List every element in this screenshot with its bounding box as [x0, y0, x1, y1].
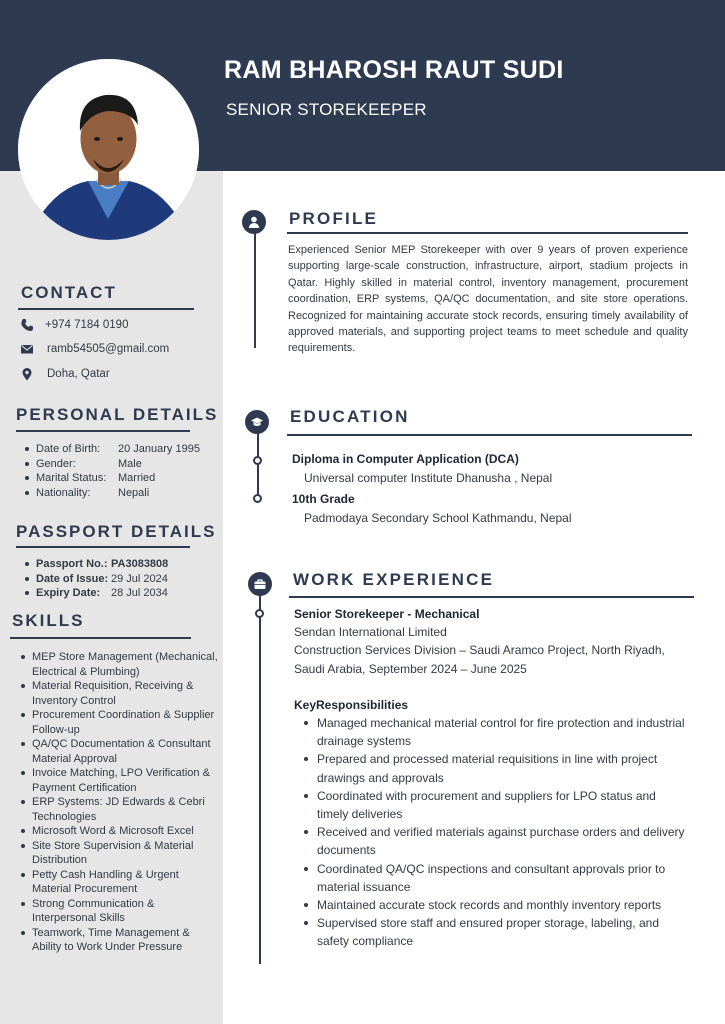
contact-email[interactable]	[20, 342, 169, 356]
contact-location	[20, 367, 110, 381]
timeline-dot	[255, 609, 264, 618]
passport-details-list	[22, 557, 218, 601]
list-item: Material Requisition, Receiving & Inventory Control	[18, 679, 218, 708]
personal-details-divider	[16, 430, 190, 432]
passport-details-divider	[16, 546, 190, 548]
list-item: MEP Store Management (Mechanical, Electrical & Plumbing)	[18, 650, 218, 679]
list-item: ERP Systems: JD Edwards & Cebri Technologies	[18, 795, 218, 824]
timeline-dot	[253, 456, 262, 465]
phone-icon	[20, 318, 34, 332]
job-details: Construction Services Division – Saudi Aramco Project, North Riyadh, Saudi Arabia, September 2024 – June 2025	[294, 643, 665, 676]
list-item: Procurement Coordination & Supplier Follow-up	[18, 708, 218, 737]
candidate-role: SENIOR STOREKEEPER	[226, 100, 427, 119]
list-item: Maintained accurate stock records and monthly inventory reports	[294, 896, 689, 914]
skills-heading: SKILLS	[12, 611, 85, 630]
skills-list	[18, 650, 218, 955]
personal-details-heading: PERSONAL DETAILS	[16, 405, 219, 424]
list-item: Site Store Supervision & Material Distribution	[18, 839, 218, 868]
work-experience-divider	[289, 596, 694, 598]
list-item: Date of Issue: 29 Jul 2024	[22, 572, 218, 587]
list-item: Passport No.: PA3083808	[22, 557, 218, 572]
contact-heading: CONTACT	[21, 283, 117, 302]
candidate-name: RAM BHAROSH RAUT SUDI	[224, 56, 564, 84]
profile-divider	[287, 232, 688, 234]
list-item: Petty Cash Handling & Urgent Material Procurement	[18, 868, 218, 897]
list-item: Expiry Date: 28 Jul 2034	[22, 586, 218, 601]
education-divider	[287, 434, 692, 436]
briefcase-icon	[253, 577, 267, 591]
list-item: Received and verified materials against purchase orders and delivery documents	[294, 823, 689, 859]
list-item: QA/QC Documentation & Consultant Material Approval	[18, 737, 218, 766]
avatar-portrait-icon	[18, 59, 199, 240]
map-pin-icon	[20, 367, 34, 381]
job-title: Senior Storekeeper - Mechanical	[294, 607, 480, 621]
location-text: Doha, Qatar	[47, 368, 110, 380]
profile-timeline	[254, 222, 256, 348]
list-item: Date of Birth: 20 January 1995	[22, 442, 218, 457]
contact-divider	[18, 308, 194, 310]
company-name: Sendan International Limited	[294, 625, 447, 640]
responsibilities-heading: KeyResponsibilities	[294, 697, 409, 712]
list-item: Nationality: Nepali	[22, 486, 218, 501]
education-title-2: 10th Grade	[292, 492, 355, 506]
education-institute-2: Padmodaya Secondary School Kathmandu, Nepal	[304, 511, 572, 525]
profile-photo	[18, 59, 199, 240]
profile-section-icon	[242, 210, 266, 234]
list-item: Marital Status: Married	[22, 471, 218, 486]
education-title-1: Diploma in Computer Application (DCA)	[292, 452, 519, 466]
list-item: Managed mechanical material control for fire protection and industrial drainage systems	[294, 714, 689, 750]
list-item: Coordinated with procurement and suppliers for LPO status and timely deliveries	[294, 787, 689, 823]
contact-phone[interactable]	[20, 318, 128, 332]
phone-number: +974 7184 0190	[45, 319, 129, 331]
list-item: Strong Communication & Interpersonal Skills	[18, 897, 218, 926]
profile-heading: PROFILE	[289, 209, 379, 228]
education-heading: EDUCATION	[290, 407, 410, 426]
work-section-icon	[248, 572, 272, 596]
responsibilities-list	[294, 714, 689, 951]
work-entry	[294, 605, 689, 951]
profile-summary: Experienced Senior MEP Storekeeper with over 9 years of proven experience supporting large-scale construction, infrastructure, airport, stadium projects in Qatar. Highly skilled in material control, inventory management, procurement coordination, ERP systems, QA/QC documentation, and site store operations. Recognized for maintaining accurate stock records, ensuring timely availability of approved materials, and supporting project teams to meet schedule and quality requirements.	[288, 244, 688, 355]
passport-details-heading: PASSPORT DETAILS	[16, 522, 217, 541]
user-icon	[247, 215, 261, 229]
work-experience-heading: WORK EXPERIENCE	[293, 570, 495, 589]
work-timeline	[259, 584, 261, 964]
education-section-icon	[245, 410, 269, 434]
skills-divider	[10, 637, 191, 639]
list-item: Microsoft Word & Microsoft Excel	[18, 824, 218, 839]
list-item: Prepared and processed material requisitions in line with project drawings and approvals	[294, 750, 689, 786]
list-item: Gender: Male	[22, 457, 218, 472]
timeline-dot	[253, 494, 262, 503]
envelope-icon	[20, 342, 34, 356]
list-item: Teamwork, Time Management & Ability to Work Under Pressure	[18, 926, 218, 955]
list-item: Coordinated QA/QC inspections and consultant approvals prior to material issuance	[294, 860, 689, 896]
list-item: Invoice Matching, LPO Verification & Payment Certification	[18, 766, 218, 795]
email-address: ramb54505@gmail.com	[47, 343, 170, 355]
graduation-cap-icon	[250, 415, 264, 429]
personal-details-list	[22, 442, 218, 500]
education-institute-1: Universal computer Institute Dhanusha , Nepal	[304, 471, 553, 485]
list-item: Supervised store staff and ensured proper storage, labeling, and safety compliance	[294, 914, 689, 950]
